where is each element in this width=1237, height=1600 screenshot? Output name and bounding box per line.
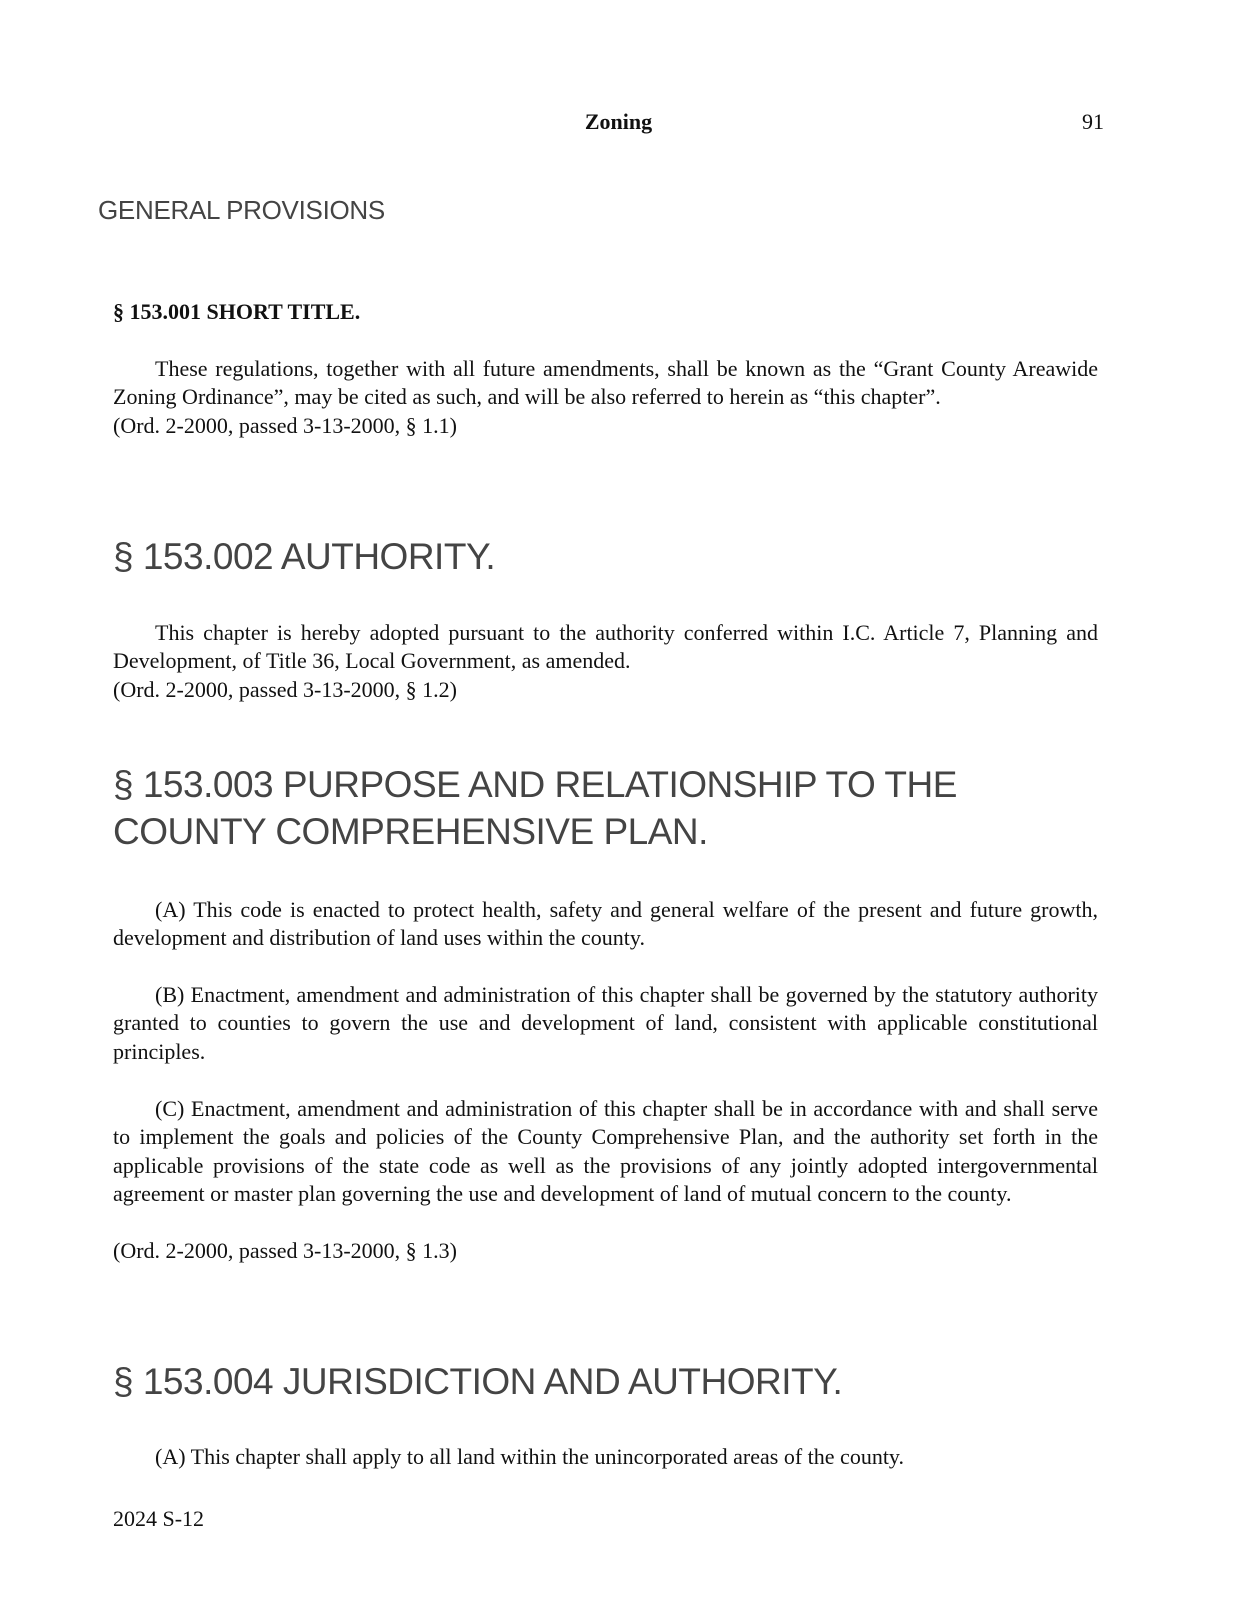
section-153-003-citation: (Ord. 2-2000, passed 3-13-2000, § 1.3) [113,1238,457,1263]
section-153-003-paragraph-c: (C) Enactment, amendment and administration of this chapter shall be in accordance with and shall serve to implement the goals and policies of the County Comprehensive Plan, and the authority set forth in the applicable provisions of the state code as well as the provisions of any jointly adopted intergovernmental agreement or master plan governing the use and development of land of mutual concern to the county. [113,1096,1098,1206]
section-153-003-paragraph-b: (B) Enactment, amendment and administration of this chapter shall be governed by the statutory authority granted to counties to govern the use and development of land, consistent with applicable constitutional principles. [113,982,1098,1064]
running-head-title: Zoning [584,109,653,134]
section-153-001-citation: (Ord. 2-2000, passed 3-13-2000, § 1.1) [113,413,457,438]
section-153-004-paragraph-a: (A) This chapter shall apply to all land within the unincorporated areas of the county. [155,1444,904,1469]
section-153-002-paragraph: This chapter is hereby adopted pursuant to the authority conferred within I.C. Article 7, Planning and Development, of Title 36, Local Government, as amended. [113,620,1098,674]
section-heading-153-002: § 153.002 AUTHORITY. [113,536,496,577]
supplement-code: 2024 S-12 [113,1506,205,1531]
section-153-001-paragraph: These regulations, together with all future amendments, shall be known as the “Grant County Areawide Zoning Ordinance”, may be cited as such, and will be also referred to herein as “this chapter”. [113,356,1098,410]
section-heading-153-003: § 153.003 PURPOSE AND RELATIONSHIP TO THE COUNTY COMPREHENSIVE PLAN. [113,764,957,852]
section-heading-153-004: § 153.004 JURISDICTION AND AUTHORITY. [113,1361,843,1402]
page-number: 91 [1082,109,1104,134]
section-153-003-paragraph-a: (A) This code is enacted to protect health, safety and general welfare of the present and future growth, development and distribution of land uses within the county. [113,897,1098,951]
section-heading-153-001: § 153.001 SHORT TITLE. [113,299,361,324]
section-153-002-citation: (Ord. 2-2000, passed 3-13-2000, § 1.2) [113,677,457,702]
chapter-heading: GENERAL PROVISIONS [98,195,385,225]
